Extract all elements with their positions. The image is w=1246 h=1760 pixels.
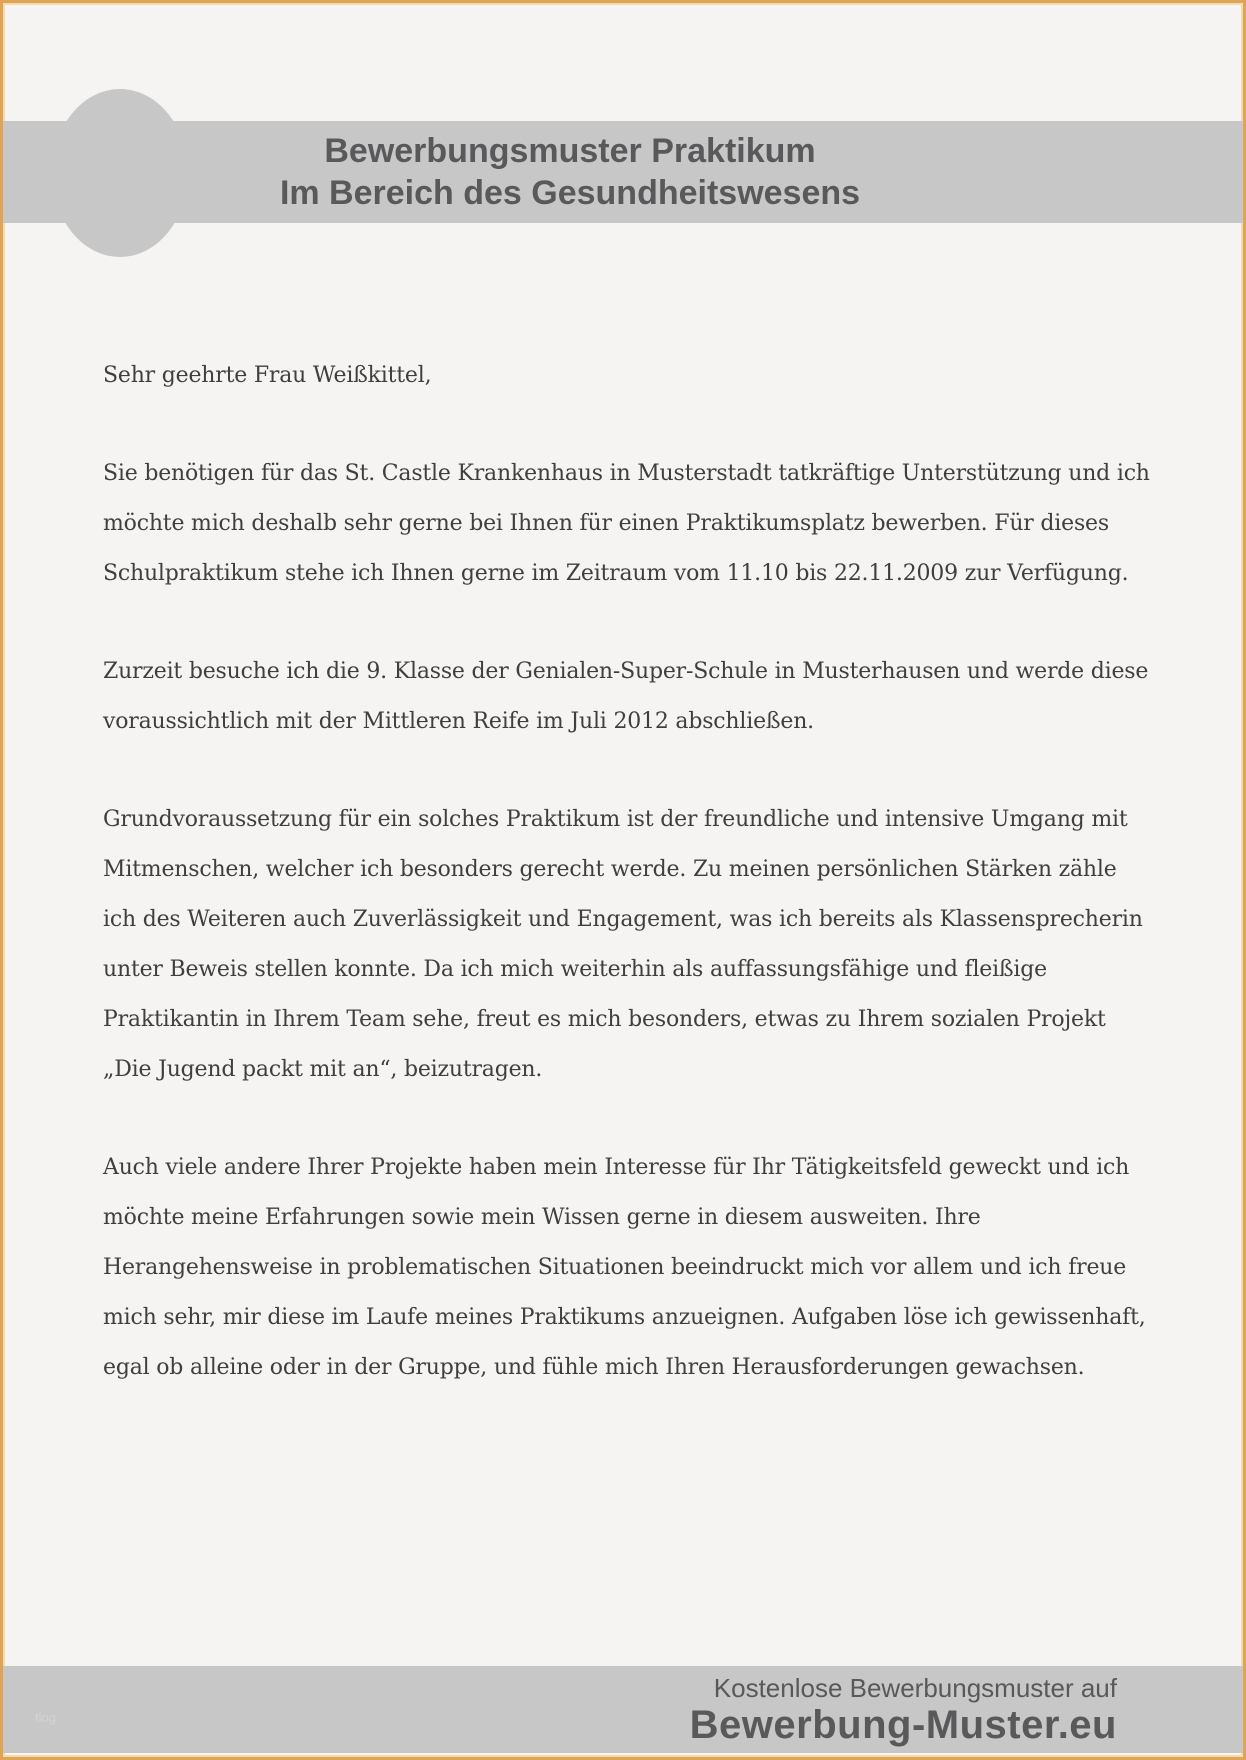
paragraph-3: Grundvoraussetzung für ein solches Praktikum ist der freundliche und intensive Umgang mit Mitmenschen, welcher ich besonders gerecht werde. Zu meinen persönlichen Stärken zähle ich des Weiteren auch Zuverlässigkeit und Engagement, was ich bereits als Klassensprecherin unter Beweis stellen konnte. Da ich mich weiterhin als auffassungsfähige und fleißige Praktikantin in Ihrem Team sehe, freut es mich besonders, etwas zu Ihrem sozialen Projekt „Die Jugend packt mit an“, beizutragen.	[103, 807, 1143, 1082]
letter-body	[103, 351, 1151, 1441]
footer-watermark: tlog	[35, 1710, 56, 1725]
footer-band	[3, 1666, 1243, 1753]
paragraph-2: Zurzeit besuche ich die 9. Klasse der Genialen-Super-Schule in Musterhausen und werde diese voraussichtlich mit der Mittleren Reife im Juli 2012 abschließen.	[103, 659, 1149, 734]
paragraph-4: Auch viele andere Ihrer Projekte haben mein Interesse für Ihr Tätigkeitsfeld geweckt und ich möchte meine Erfahrungen sowie mein Wissen gerne in diesem ausweiten. Ihre Herangehensweise in problematischen Situationen beeindruckt mich vor allem und ich freue mich sehr, mir diese im Laufe meines Praktikums anzueignen. Aufgaben löse ich gewissenhaft, egal ob alleine oder in der Gruppe, und fühle mich Ihren Herausforderungen gewachsen.	[103, 1155, 1146, 1380]
page-title-line1: Bewerbungsmuster Praktikum	[324, 132, 816, 170]
salutation: Sehr geehrte Frau Weißkittel,	[103, 363, 432, 388]
paragraph-1: Sie benötigen für das St. Castle Krankenhaus in Musterstadt tatkräftige Unterstützung und ich möchte mich deshalb sehr gerne bei Ihnen für einen Praktikumsplatz bewerben. Für dieses Schulpraktikum stehe ich Ihnen gerne im Zeitraum vom 11.10 bis 22.11.2009 zur Verfügung.	[103, 461, 1150, 586]
footer-tagline: Kostenlose Bewerbungsmuster auf	[713, 1672, 1117, 1703]
footer-brand-text: Bewerbung-Muster.eu	[689, 1702, 1117, 1747]
page-title-line2: Im Bereich des Gesundheitswesens	[279, 174, 861, 212]
header-band	[3, 121, 1243, 223]
